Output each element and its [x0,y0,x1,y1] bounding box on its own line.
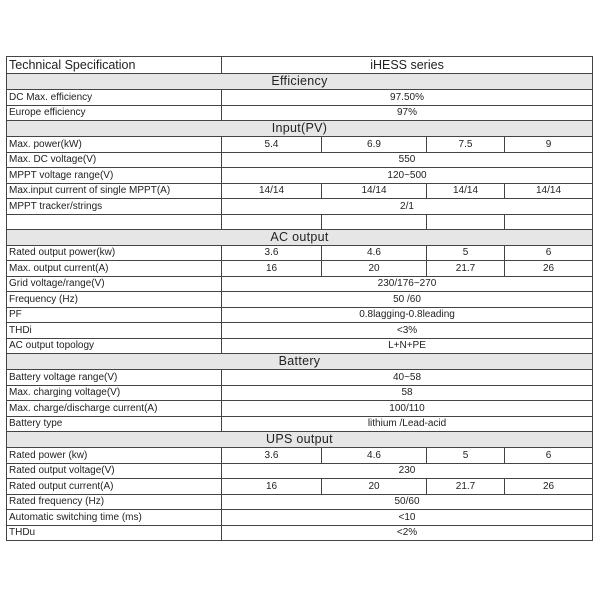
row-label: Rated output current(A) [7,479,222,495]
row-label: Automatic switching time (ms) [7,510,222,526]
row-value: 14/14 [505,183,593,199]
spec-row [7,510,593,526]
row-label: THDu [7,525,222,541]
spec-row [7,323,593,339]
spec-row [7,338,593,354]
header-label: Technical Specification [7,57,222,74]
spec-row [7,416,593,432]
row-value: 21.7 [427,479,505,495]
row-value: 3.6 [222,448,322,464]
spec-row [7,494,593,510]
spec-row [7,370,593,386]
row-value: 9 [505,137,593,153]
row-value: 120~500 [222,168,593,184]
row-label: Max. charge/discharge current(A) [7,401,222,417]
table-header-row [7,57,593,74]
spec-row [7,245,593,261]
row-label: Europe efficiency [7,105,222,121]
row-value: 230/176~270 [222,276,593,292]
row-label: DC Max. efficiency [7,90,222,106]
spec-row [7,307,593,323]
section-header [7,74,593,90]
row-value: 14/14 [222,183,322,199]
row-label: Max.input current of single MPPT(A) [7,183,222,199]
row-value: 6 [505,448,593,464]
header-series: iHESS series [222,57,593,74]
row-label: Rated output power(kw) [7,245,222,261]
row-label: Battery type [7,416,222,432]
row-label: Max. charging voltage(V) [7,385,222,401]
row-value: 5 [427,245,505,261]
row-label: Rated frequency (Hz) [7,494,222,510]
row-value: 26 [505,479,593,495]
row-label: MPPT tracker/strings [7,199,222,215]
row-value: <10 [222,510,593,526]
row-label [7,214,222,229]
spec-row [7,152,593,168]
row-label: Grid voltage/range(V) [7,276,222,292]
row-value: 100/110 [222,401,593,417]
row-label: Battery voltage range(V) [7,370,222,386]
row-value: 50/60 [222,494,593,510]
section-title: Efficiency [7,74,593,90]
row-value: 16 [222,261,322,277]
row-value: 7.5 [427,137,505,153]
spec-table [6,56,593,541]
row-value: 6 [505,245,593,261]
row-value: 5 [427,448,505,464]
row-value: 14/14 [322,183,427,199]
row-value: 26 [505,261,593,277]
spec-row [7,525,593,541]
row-value: 550 [222,152,593,168]
section-title: UPS output [7,432,593,448]
spec-row [7,261,593,277]
row-label: Rated power (kw) [7,448,222,464]
row-label: Max. output current(A) [7,261,222,277]
row-value: 230 [222,463,593,479]
row-value [322,214,427,229]
row-value [427,214,505,229]
row-value: 4.6 [322,448,427,464]
row-value: 21.7 [427,261,505,277]
row-value: 97.50% [222,90,593,106]
row-value: 5.4 [222,137,322,153]
row-value: 14/14 [427,183,505,199]
row-value [222,214,322,229]
row-value: 20 [322,261,427,277]
row-value: 58 [222,385,593,401]
spec-row [7,401,593,417]
row-label: Max. DC voltage(V) [7,152,222,168]
spec-row [7,276,593,292]
spec-row [7,479,593,495]
spec-row [7,463,593,479]
row-value: 50 /60 [222,292,593,308]
section-title: Battery [7,354,593,370]
section-header [7,354,593,370]
section-header [7,432,593,448]
row-value: 4.6 [322,245,427,261]
row-value: 97% [222,105,593,121]
row-value [505,214,593,229]
section-title: Input(PV) [7,121,593,137]
spec-row [7,168,593,184]
row-label: MPPT voltage range(V) [7,168,222,184]
spec-row [7,105,593,121]
section-title: AC output [7,229,593,245]
row-value: 16 [222,479,322,495]
spec-row [7,214,593,229]
row-value: 20 [322,479,427,495]
spec-row [7,90,593,106]
row-label: Max. power(kW) [7,137,222,153]
spec-row [7,448,593,464]
row-value: 6.9 [322,137,427,153]
section-header [7,121,593,137]
row-label: PF [7,307,222,323]
row-label: Frequency (Hz) [7,292,222,308]
spec-row [7,292,593,308]
spec-row [7,199,593,215]
spec-row [7,183,593,199]
row-value: lithium /Lead-acid [222,416,593,432]
section-header [7,229,593,245]
row-value: 2/1 [222,199,593,215]
row-label: Rated output voltage(V) [7,463,222,479]
row-label: THDi [7,323,222,339]
row-value: 40~58 [222,370,593,386]
row-value: L+N+PE [222,338,593,354]
row-label: AC output topology [7,338,222,354]
row-value: 3.6 [222,245,322,261]
spec-row [7,385,593,401]
row-value: 0.8lagging-0.8leading [222,307,593,323]
row-value: <3% [222,323,593,339]
row-value: <2% [222,525,593,541]
spec-row [7,137,593,153]
